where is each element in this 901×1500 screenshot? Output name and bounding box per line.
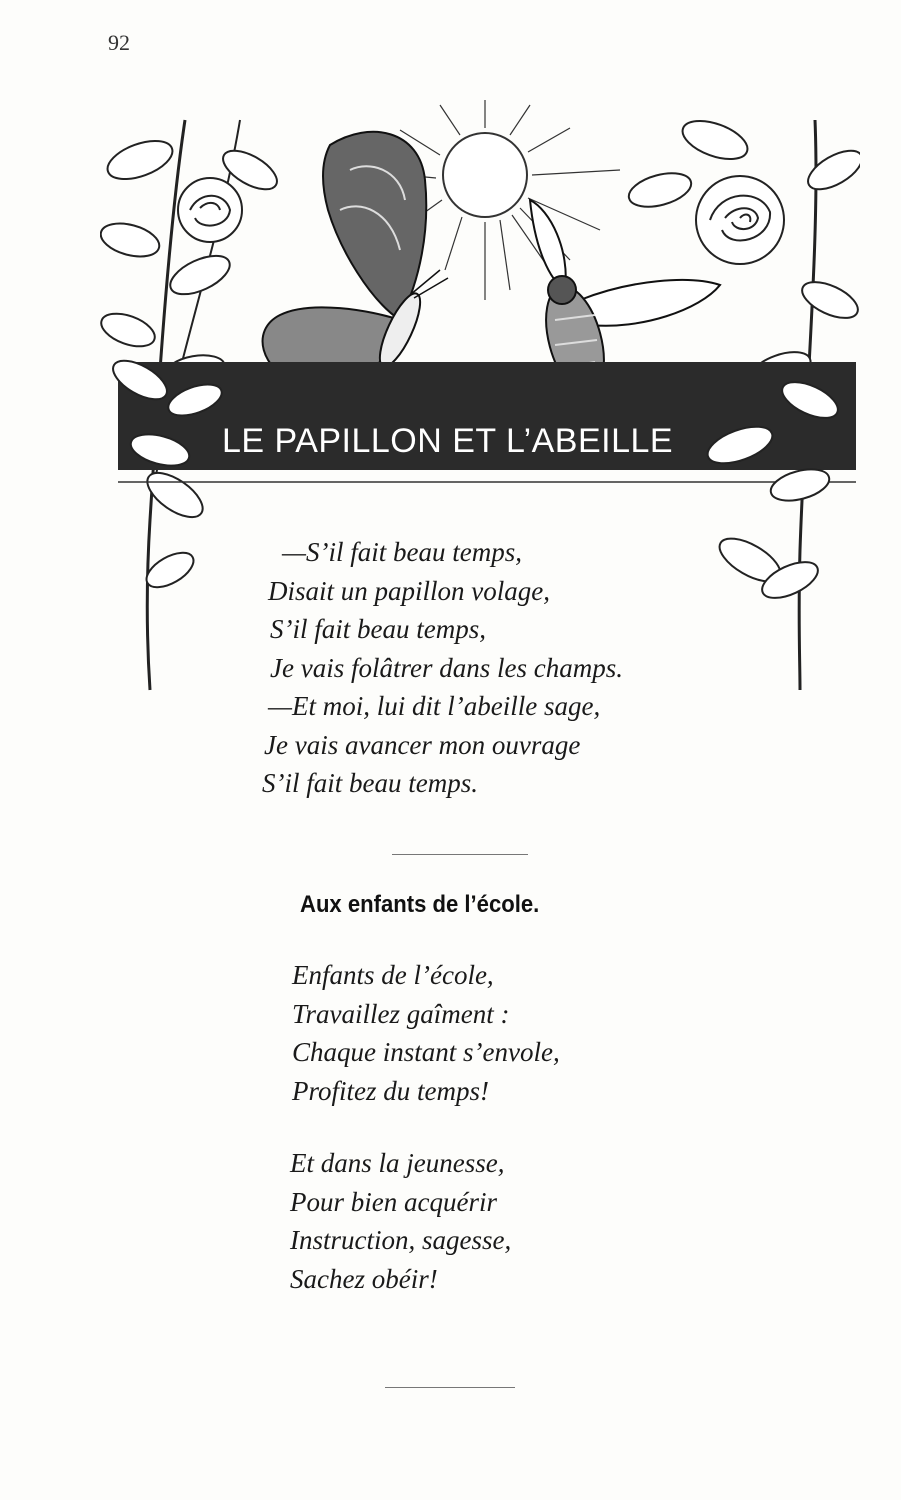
- header-title: LE PAPILLON ET L’ABEILLE: [222, 422, 674, 460]
- poem-line: Travaillez gaîment :: [292, 998, 510, 1029]
- poem-line: Enfants de l’école,: [292, 960, 494, 990]
- poem-line: —S’il fait beau temps,: [282, 537, 522, 567]
- poem-line: Sachez obéir!: [290, 1263, 438, 1294]
- poem-stanza-2: [290, 1144, 511, 1298]
- section-heading: Aux enfants de l’école.: [300, 891, 540, 918]
- page-number: 92: [108, 30, 130, 55]
- rose-icon: [696, 176, 784, 264]
- poem-line: S’il fait beau temps.: [262, 768, 478, 798]
- poem-line: Je vais folâtrer dans les champs.: [270, 652, 623, 683]
- title-band: [118, 362, 856, 482]
- poem-line: Chaque instant s’envole,: [292, 1037, 560, 1067]
- poem-butterfly-bee: [262, 533, 623, 803]
- poem-line: Profitez du temps!: [292, 1075, 489, 1106]
- poem-stanza-1: [292, 956, 560, 1110]
- poem-line: S’il fait beau temps,: [270, 614, 486, 644]
- divider: [385, 1387, 515, 1388]
- poem-line: Disait un papillon volage,: [268, 575, 550, 606]
- divider: [392, 854, 528, 855]
- poem-line: Pour bien acquérir: [290, 1186, 497, 1217]
- poem-line: —Et moi, lui dit l’abeille sage,: [268, 691, 601, 721]
- rose-icon: [178, 178, 242, 242]
- butterfly-icon: [263, 132, 448, 388]
- poem-line: Instruction, sagesse,: [290, 1225, 512, 1255]
- poem-line: Et dans la jeunesse,: [290, 1148, 505, 1178]
- poem-line: Je vais avancer mon ouvrage: [264, 729, 581, 760]
